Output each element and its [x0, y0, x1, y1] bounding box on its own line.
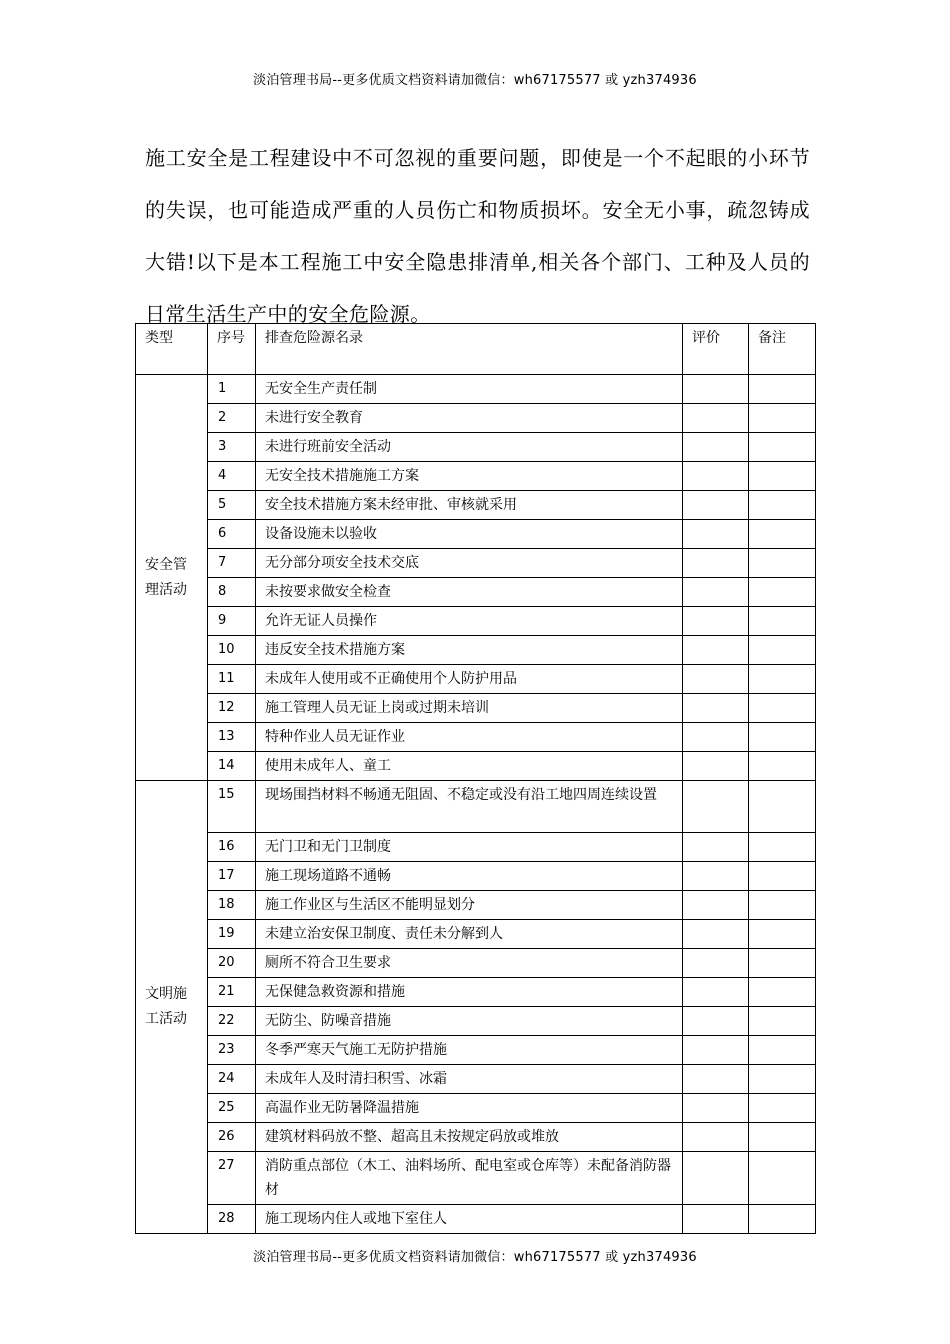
- row-hazard-name: 未按要求做安全检查: [256, 578, 683, 607]
- row-remark-cell: [749, 1065, 816, 1094]
- row-hazard-name: 现场围挡材料不畅通无阻固、不稳定或没有沿工地四周连续设置: [256, 781, 683, 833]
- group-type-cell: 文明施工活动: [136, 781, 208, 1234]
- table-row: [136, 781, 816, 833]
- row-remark-cell: [749, 949, 816, 978]
- row-no: 6: [208, 520, 256, 549]
- row-eval-cell: [683, 1205, 749, 1234]
- row-eval-cell: [683, 578, 749, 607]
- row-remark-cell: [749, 549, 816, 578]
- table-row: [136, 607, 816, 636]
- row-no: 11: [208, 665, 256, 694]
- row-remark-cell: [749, 636, 816, 665]
- row-no: 15: [208, 781, 256, 833]
- table-row: [136, 949, 816, 978]
- row-hazard-name: 冬季严寒天气施工无防护措施: [256, 1036, 683, 1065]
- row-hazard-name: 施工现场道路不通畅: [256, 862, 683, 891]
- row-hazard-name: 未成年人及时清扫积雪、冰霜: [256, 1065, 683, 1094]
- row-remark-cell: [749, 607, 816, 636]
- row-remark-cell: [749, 1094, 816, 1123]
- intro-paragraph: 施工安全是工程建设中不可忽视的重要问题，即使是一个不起眼的小环节的失误，也可能造成严重的人员伤亡和物质损坏。安全无小事，疏忽铸成大错!以下是本工程施工中安全隐患排清单,相关各个部门、工种及人员的日常生活生产中的安全危险源。: [145, 146, 810, 326]
- row-no: 17: [208, 862, 256, 891]
- table-row: [136, 694, 816, 723]
- row-eval-cell: [683, 920, 749, 949]
- header-no: 序号: [208, 324, 256, 375]
- row-eval-cell: [683, 607, 749, 636]
- row-remark-cell: [749, 1152, 816, 1205]
- row-remark-cell: [749, 462, 816, 491]
- row-remark-cell: [749, 891, 816, 920]
- row-eval-cell: [683, 491, 749, 520]
- row-eval-cell: [683, 978, 749, 1007]
- row-remark-cell: [749, 781, 816, 833]
- row-hazard-name: 未建立治安保卫制度、责任未分解到人: [256, 920, 683, 949]
- table-row: [136, 433, 816, 462]
- row-hazard-name: 允许无证人员操作: [256, 607, 683, 636]
- row-hazard-name: 无安全技术措施施工方案: [256, 462, 683, 491]
- table-row: [136, 1065, 816, 1094]
- row-no: 7: [208, 549, 256, 578]
- row-eval-cell: [683, 1036, 749, 1065]
- row-eval-cell: [683, 520, 749, 549]
- table-row: [136, 462, 816, 491]
- row-eval-cell: [683, 781, 749, 833]
- row-eval-cell: [683, 375, 749, 404]
- row-hazard-name: 消防重点部位（木工、油料场所、配电室或仓库等）未配备消防器材: [256, 1152, 683, 1205]
- row-remark-cell: [749, 978, 816, 1007]
- row-remark-cell: [749, 404, 816, 433]
- row-hazard-name: 厕所不符合卫生要求: [256, 949, 683, 978]
- row-remark-cell: [749, 723, 816, 752]
- row-eval-cell: [683, 1065, 749, 1094]
- row-eval-cell: [683, 1152, 749, 1205]
- table-row: [136, 920, 816, 949]
- row-eval-cell: [683, 636, 749, 665]
- row-eval-cell: [683, 1007, 749, 1036]
- page-header: 淡泊管理书局--更多优质文档资料请加微信：wh67175577 或 yzh374936: [253, 73, 697, 88]
- table-body: [136, 375, 816, 1234]
- row-remark-cell: [749, 862, 816, 891]
- row-eval-cell: [683, 833, 749, 862]
- row-no: 23: [208, 1036, 256, 1065]
- row-hazard-name: 施工管理人员无证上岗或过期未培训: [256, 694, 683, 723]
- table-row: [136, 833, 816, 862]
- row-no: 8: [208, 578, 256, 607]
- row-hazard-name: 无门卫和无门卫制度: [256, 833, 683, 862]
- row-remark-cell: [749, 433, 816, 462]
- group-type-cell: 安全管理活动: [136, 375, 208, 781]
- page-footer: 淡泊管理书局--更多优质文档资料请加微信：wh67175577 或 yzh374936: [253, 1250, 697, 1265]
- row-hazard-name: 安全技术措施方案未经审批、审核就采用: [256, 491, 683, 520]
- row-eval-cell: [683, 665, 749, 694]
- row-no: 4: [208, 462, 256, 491]
- row-eval-cell: [683, 404, 749, 433]
- row-eval-cell: [683, 462, 749, 491]
- row-remark-cell: [749, 920, 816, 949]
- row-no: 18: [208, 891, 256, 920]
- table-row: [136, 1152, 816, 1205]
- header-type: 类型: [136, 324, 208, 375]
- table-row: [136, 1036, 816, 1065]
- row-no: 12: [208, 694, 256, 723]
- row-no: 13: [208, 723, 256, 752]
- table-row: [136, 1094, 816, 1123]
- row-hazard-name: 施工现场内住人或地下室住人: [256, 1205, 683, 1234]
- row-remark-cell: [749, 694, 816, 723]
- table-row: [136, 862, 816, 891]
- header-eval: 评价: [683, 324, 749, 375]
- row-eval-cell: [683, 1094, 749, 1123]
- table-row: [136, 978, 816, 1007]
- row-remark-cell: [749, 1036, 816, 1065]
- row-eval-cell: [683, 949, 749, 978]
- row-eval-cell: [683, 891, 749, 920]
- row-no: 14: [208, 752, 256, 781]
- row-remark-cell: [749, 491, 816, 520]
- row-no: 9: [208, 607, 256, 636]
- table-row: [136, 375, 816, 404]
- table-row: [136, 491, 816, 520]
- table-row: [136, 578, 816, 607]
- table-row: [136, 665, 816, 694]
- header-remark: 备注: [749, 324, 816, 375]
- table-header-row: [136, 324, 816, 375]
- header-name: 排查危险源名录: [256, 324, 683, 375]
- row-no: 28: [208, 1205, 256, 1234]
- row-no: 26: [208, 1123, 256, 1152]
- row-eval-cell: [683, 862, 749, 891]
- table-row: [136, 520, 816, 549]
- row-remark-cell: [749, 1123, 816, 1152]
- row-remark-cell: [749, 1205, 816, 1234]
- row-no: 19: [208, 920, 256, 949]
- row-no: 25: [208, 1094, 256, 1123]
- row-no: 1: [208, 375, 256, 404]
- row-eval-cell: [683, 549, 749, 578]
- table-row: [136, 404, 816, 433]
- row-hazard-name: 未进行安全教育: [256, 404, 683, 433]
- hazard-checklist-table: [135, 323, 816, 1234]
- row-hazard-name: 施工作业区与生活区不能明显划分: [256, 891, 683, 920]
- row-eval-cell: [683, 433, 749, 462]
- row-eval-cell: [683, 723, 749, 752]
- row-no: 21: [208, 978, 256, 1007]
- table-row: [136, 1007, 816, 1036]
- row-hazard-name: 无分部分项安全技术交底: [256, 549, 683, 578]
- table-row: [136, 1205, 816, 1234]
- row-remark-cell: [749, 752, 816, 781]
- row-no: 24: [208, 1065, 256, 1094]
- table-row: [136, 723, 816, 752]
- row-remark-cell: [749, 833, 816, 862]
- row-hazard-name: 高温作业无防暑降温措施: [256, 1094, 683, 1123]
- row-hazard-name: 无防尘、防噪音措施: [256, 1007, 683, 1036]
- row-hazard-name: 未成年人使用或不正确使用个人防护用品: [256, 665, 683, 694]
- row-no: 2: [208, 404, 256, 433]
- row-hazard-name: 无保健急救资源和措施: [256, 978, 683, 1007]
- row-hazard-name: 建筑材料码放不整、超高且未按规定码放或堆放: [256, 1123, 683, 1152]
- table-row: [136, 636, 816, 665]
- row-remark-cell: [749, 520, 816, 549]
- table-row: [136, 752, 816, 781]
- table-row: [136, 891, 816, 920]
- row-no: 5: [208, 491, 256, 520]
- row-remark-cell: [749, 375, 816, 404]
- row-no: 22: [208, 1007, 256, 1036]
- row-hazard-name: 无安全生产责任制: [256, 375, 683, 404]
- row-no: 27: [208, 1152, 256, 1205]
- row-hazard-name: 违反安全技术措施方案: [256, 636, 683, 665]
- row-no: 10: [208, 636, 256, 665]
- row-hazard-name: 未进行班前安全活动: [256, 433, 683, 462]
- row-no: 20: [208, 949, 256, 978]
- row-eval-cell: [683, 752, 749, 781]
- row-remark-cell: [749, 578, 816, 607]
- row-no: 3: [208, 433, 256, 462]
- row-eval-cell: [683, 1123, 749, 1152]
- row-hazard-name: 特种作业人员无证作业: [256, 723, 683, 752]
- row-hazard-name: 设备设施未以验收: [256, 520, 683, 549]
- row-hazard-name: 使用未成年人、童工: [256, 752, 683, 781]
- row-remark-cell: [749, 665, 816, 694]
- table-row: [136, 1123, 816, 1152]
- row-eval-cell: [683, 694, 749, 723]
- row-remark-cell: [749, 1007, 816, 1036]
- table-row: [136, 549, 816, 578]
- row-no: 16: [208, 833, 256, 862]
